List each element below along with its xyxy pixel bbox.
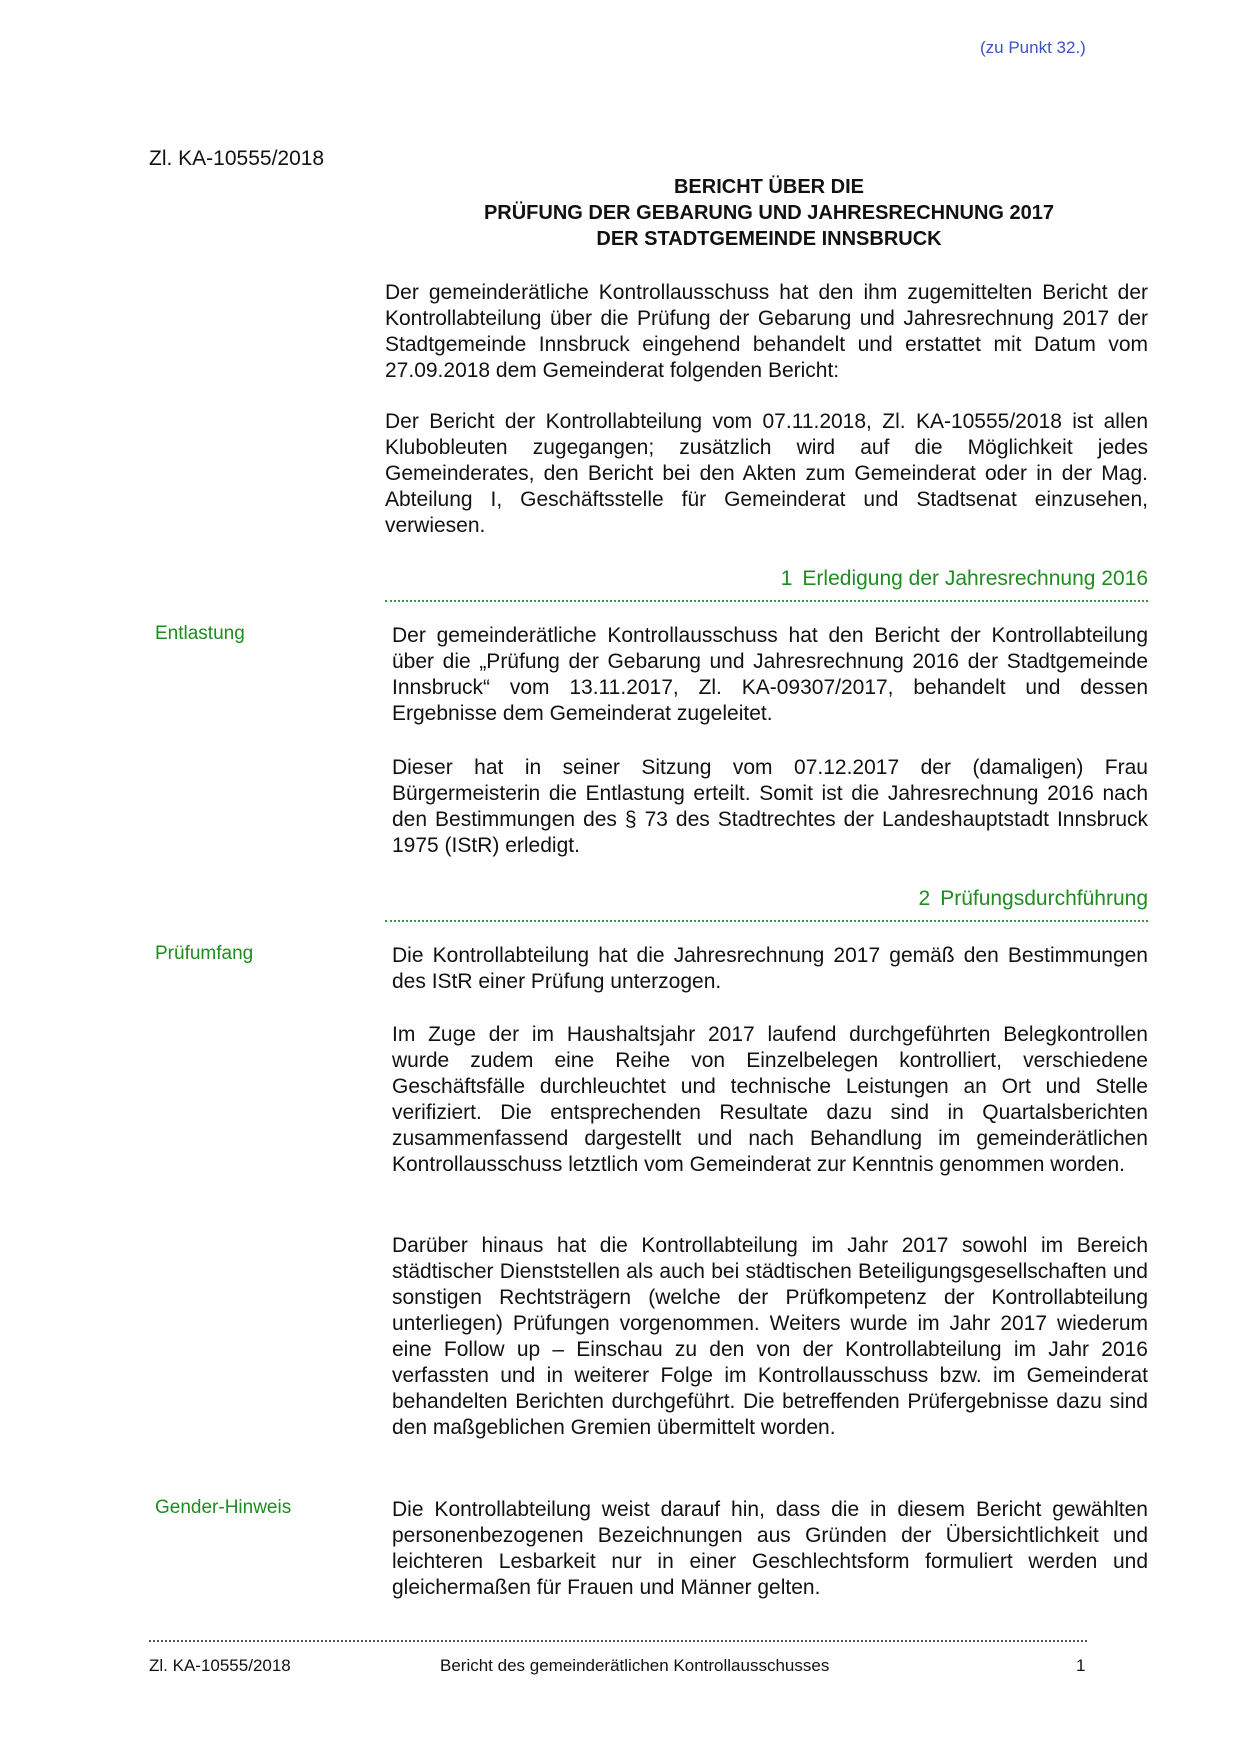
margin-label-entlastung: Entlastung bbox=[155, 623, 245, 644]
section-heading-2 bbox=[385, 886, 1148, 922]
section-heading-1 bbox=[385, 566, 1148, 602]
body-paragraph: Dieser hat in seiner Sitzung vom 07.12.2017 der (damaligen) Frau Bürgermeisterin die Entlastung erteilt. Somit ist die Jahresrechnung 2016 nach den Bestimmungen des § 73 des Stadtrechtes der Landeshauptstadt Innsbruck 1975 (IStR) erledigt. bbox=[392, 756, 1148, 857]
body-paragraph: Darüber hinaus hat die Kontrollabteilung im Jahr 2017 sowohl im Bereich städtischer Dienststellen als auch bei städtischen Beteiligungsgesellschaften und sonstigen Rechtsträgern (welche der Prüfkompetenz der Kontrollabteilung unterliegen) Prüfungen vorgenommen. Weiters wurde im Jahr 2017 wiederum eine Follow up – Einschau zu den von der Kontrollabteilung im Jahr 2016 verfassten und in weiterer Folge im Kontrollausschuss bzw. im Gemeinderat behandelten Berichten durchgeführt. Die betreffenden Prüfergebnisse dazu sind den maßgeblichen Gremien übermittelt worden. bbox=[392, 1234, 1148, 1439]
title-line-1: BERICHT ÜBER DIE bbox=[673, 176, 864, 198]
body-paragraph: Der gemeinderätliche Kontrollausschuss hat den Bericht der Kontrollabteilung über die „Prüfung der Gebarung und Jahresrechnung 2016 der Stadtgemeinde Innsbruck“ vom 13.11.2017, Zl. KA-09307/2017, behandelt und dessen Ergebnisse dem Gemeinderat zugeleitet. bbox=[392, 624, 1148, 725]
section-title: Erledigung der Jahresrechnung 2016 bbox=[802, 567, 1148, 590]
footer-title: Bericht des gemeinderätlichen Kontrollausschusses bbox=[440, 1656, 830, 1675]
footer-divider bbox=[149, 1640, 1087, 1642]
margin-label-pruefumfang: Prüfumfang bbox=[155, 943, 254, 964]
page-number: 1 bbox=[1076, 1656, 1086, 1675]
section-number: 2 bbox=[918, 887, 931, 910]
title-line-3: DER STADTGEMEINDE INNSBRUCK bbox=[596, 228, 942, 250]
report-title bbox=[385, 174, 1153, 252]
intro-paragraph-1: Der gemeinderätliche Kontrollausschuss hat den ihm zugemittelten Bericht der Kontrollabteilung über die Prüfung der Gebarung und Jahresrechnung 2017 der Stadtgemeinde Innsbruck eingehend behandelt und erstattet mit Datum vom 27.09.2018 dem Gemeinderat folgenden Bericht: bbox=[385, 281, 1148, 382]
title-line-2: PRÜFUNG DER GEBARUNG UND JAHRESRECHNUNG 2017 bbox=[483, 202, 1055, 224]
body-paragraph: Im Zuge der im Haushaltsjahr 2017 laufend durchgeführten Belegkontrollen wurde zudem eine Reihe von Einzelbelegen kontrolliert, verschiedene Geschäftsfälle durchleuchtet und technische Leistungen an Ort und Stelle verifiziert. Die entsprechenden Resultate dazu sind in Quartalsberichten zusammenfassend dargestellt und nach Behandlung im gemeinderätlichen Kontrollausschuss letztlich vom Gemeinderat zur Kenntnis genommen worden. bbox=[392, 1023, 1148, 1176]
margin-label-gender-hinweis: Gender-Hinweis bbox=[155, 1497, 292, 1518]
section-title: Prüfungsdurchführung bbox=[940, 887, 1148, 910]
footer-reference: Zl. KA-10555/2018 bbox=[149, 1656, 291, 1675]
gender-note-paragraph: Die Kontrollabteilung weist darauf hin, dass die in diesem Bericht gewählten personenbezogenen Bezeichnungen aus Gründen der Übersichtlichkeit und leichteren Lesbarkeit nur in einer Geschlechtsform formuliert werden und gleichermaßen für Frauen und Männer gelten. bbox=[392, 1498, 1148, 1599]
section-number: 1 bbox=[780, 567, 793, 590]
reference-number: Zl. KA-10555/2018 bbox=[149, 147, 325, 170]
agenda-note: (zu Punkt 32.) bbox=[980, 38, 1086, 57]
intro-paragraph-2: Der Bericht der Kontrollabteilung vom 07.11.2018, Zl. KA-10555/2018 ist allen Klubobleuten zugegangen; zusätzlich wird auf die Möglichkeit jedes Gemeinderates, den Bericht bei den Akten zum Gemeinderat oder in der Mag. Abteilung I, Geschäftsstelle für Gemeinderat und Stadtsenat einzusehen, verwiesen. bbox=[385, 410, 1148, 537]
body-paragraph: Die Kontrollabteilung hat die Jahresrechnung 2017 gemäß den Bestimmungen des IStR einer Prüfung unterzogen. bbox=[392, 944, 1148, 993]
